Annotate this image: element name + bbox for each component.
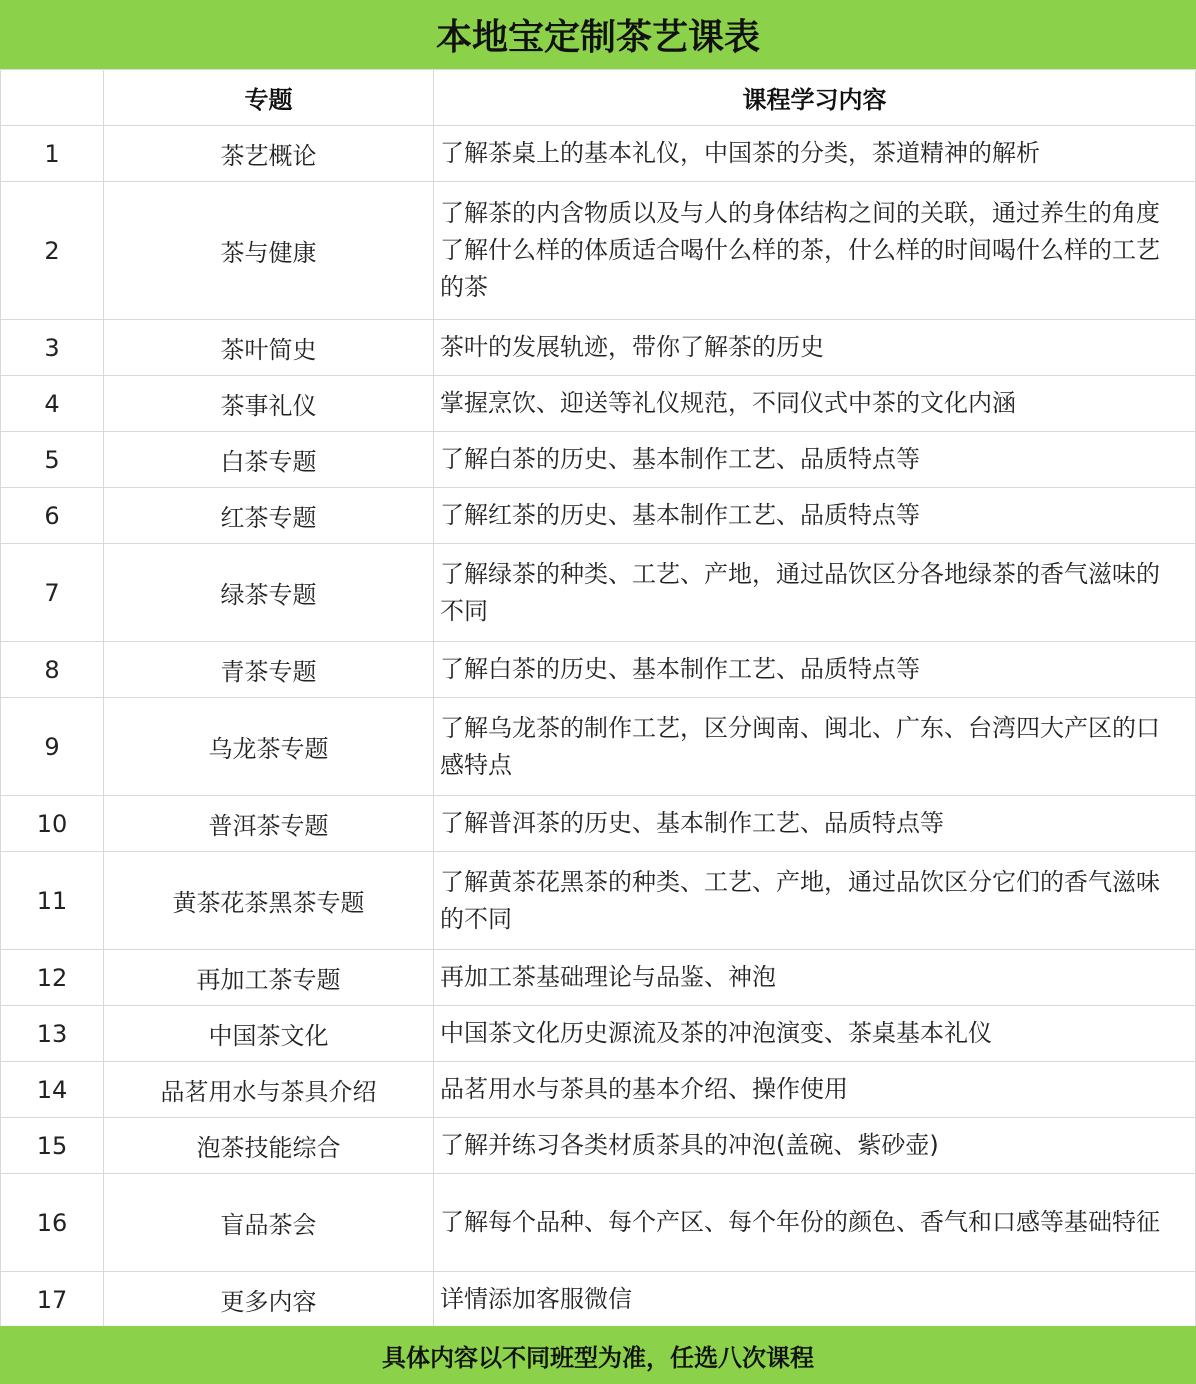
row-topic: 茶叶简史 <box>104 320 434 376</box>
row-content: 了解红茶的历史、基本制作工艺、品质特点等 <box>434 488 1196 544</box>
table-row <box>1 796 1196 852</box>
row-number: 11 <box>1 852 104 950</box>
header-topic: 专题 <box>104 70 434 126</box>
row-number: 5 <box>1 432 104 488</box>
table-row <box>1 1272 1196 1328</box>
row-content: 品茗用水与茶具的基本介绍、操作使用 <box>434 1062 1196 1118</box>
row-topic: 茶事礼仪 <box>104 376 434 432</box>
row-topic: 品茗用水与茶具介绍 <box>104 1062 434 1118</box>
table-row <box>1 488 1196 544</box>
table-row <box>1 1006 1196 1062</box>
row-number: 2 <box>1 182 104 320</box>
table-row <box>1 642 1196 698</box>
header-number <box>1 70 104 126</box>
row-content: 了解并练习各类材质茶具的冲泡(盖碗、紫砂壶) <box>434 1118 1196 1174</box>
row-number: 14 <box>1 1062 104 1118</box>
table-row <box>1 1062 1196 1118</box>
row-number: 10 <box>1 796 104 852</box>
table-row <box>1 950 1196 1006</box>
row-content: 了解白茶的历史、基本制作工艺、品质特点等 <box>434 642 1196 698</box>
row-topic: 再加工茶专题 <box>104 950 434 1006</box>
header-content: 课程学习内容 <box>434 70 1196 126</box>
row-number: 16 <box>1 1174 104 1272</box>
row-number: 7 <box>1 544 104 642</box>
row-topic: 盲品茶会 <box>104 1174 434 1272</box>
page-title: 本地宝定制茶艺课表 <box>0 0 1196 70</box>
schedule-table <box>0 69 1196 1328</box>
row-content: 了解黄茶花黑茶的种类、工艺、产地，通过品饮区分它们的香气滋味的不同 <box>434 852 1196 950</box>
row-topic: 普洱茶专题 <box>104 796 434 852</box>
row-number: 12 <box>1 950 104 1006</box>
row-topic: 白茶专题 <box>104 432 434 488</box>
table-row <box>1 432 1196 488</box>
row-content: 详情添加客服微信 <box>434 1272 1196 1328</box>
row-number: 6 <box>1 488 104 544</box>
table-row <box>1 320 1196 376</box>
table-row <box>1 544 1196 642</box>
row-topic: 绿茶专题 <box>104 544 434 642</box>
row-number: 3 <box>1 320 104 376</box>
row-content: 再加工茶基础理论与品鉴、神泡 <box>434 950 1196 1006</box>
table-row <box>1 1174 1196 1272</box>
row-content: 了解茶桌上的基本礼仪，中国茶的分类，茶道精神的解析 <box>434 126 1196 182</box>
row-number: 4 <box>1 376 104 432</box>
row-number: 1 <box>1 126 104 182</box>
row-content: 了解茶的内含物质以及与人的身体结构之间的关联，通过养生的角度了解什么样的体质适合喝什么样的茶，什么样的时间喝什么样的工艺的茶 <box>434 182 1196 320</box>
row-topic: 青茶专题 <box>104 642 434 698</box>
table-row <box>1 376 1196 432</box>
row-content: 了解每个品种、每个产区、每个年份的颜色、香气和口感等基础特征 <box>434 1174 1196 1272</box>
row-topic: 更多内容 <box>104 1272 434 1328</box>
row-number: 9 <box>1 698 104 796</box>
table-header-row <box>1 70 1196 126</box>
row-topic: 泡茶技能综合 <box>104 1118 434 1174</box>
table-row <box>1 852 1196 950</box>
row-content: 了解普洱茶的历史、基本制作工艺、品质特点等 <box>434 796 1196 852</box>
row-number: 15 <box>1 1118 104 1174</box>
row-content: 了解白茶的历史、基本制作工艺、品质特点等 <box>434 432 1196 488</box>
row-topic: 乌龙茶专题 <box>104 698 434 796</box>
row-number: 17 <box>1 1272 104 1328</box>
row-content: 茶叶的发展轨迹，带你了解茶的历史 <box>434 320 1196 376</box>
row-content: 了解绿茶的种类、工艺、产地，通过品饮区分各地绿茶的香气滋味的不同 <box>434 544 1196 642</box>
table-row <box>1 126 1196 182</box>
row-content: 掌握烹饮、迎送等礼仪规范，不同仪式中茶的文化内涵 <box>434 376 1196 432</box>
row-topic: 红茶专题 <box>104 488 434 544</box>
table-row <box>1 1118 1196 1174</box>
row-content: 中国茶文化历史源流及茶的冲泡演变、茶桌基本礼仪 <box>434 1006 1196 1062</box>
row-number: 13 <box>1 1006 104 1062</box>
row-topic: 茶艺概论 <box>104 126 434 182</box>
table-row <box>1 182 1196 320</box>
row-topic: 中国茶文化 <box>104 1006 434 1062</box>
table-row <box>1 698 1196 796</box>
row-content: 了解乌龙茶的制作工艺，区分闽南、闽北、广东、台湾四大产区的口感特点 <box>434 698 1196 796</box>
row-topic: 黄茶花茶黑茶专题 <box>104 852 434 950</box>
footer-note: 具体内容以不同班型为准，任选八次课程 <box>0 1326 1196 1384</box>
row-number: 8 <box>1 642 104 698</box>
row-topic: 茶与健康 <box>104 182 434 320</box>
